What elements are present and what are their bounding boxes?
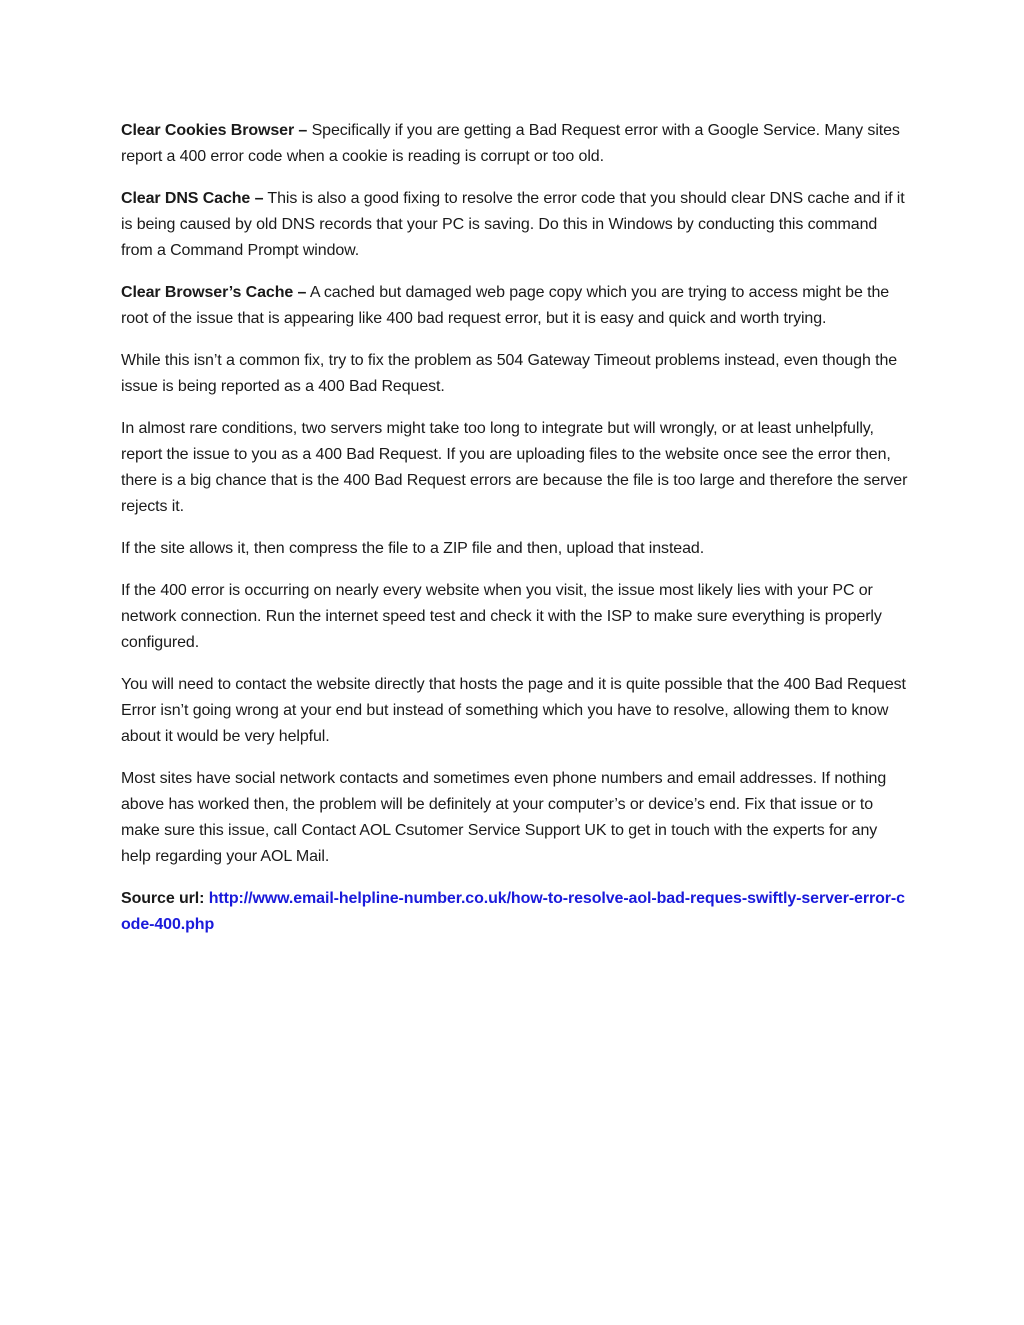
source-url-link[interactable]: http://www.email-helpline-number.co.uk/how-to-resolve-aol-bad-reques-swiftly-server-error-code-400.php: [121, 890, 905, 933]
paragraph-contact-website: [121, 672, 911, 750]
paragraph-text: In almost rare conditions, two servers might take too long to integrate but will wrongly, or at least unhelpfully, report the issue to you as a 400 Bad Request. If you are uploading files to the website once see the error then, there is a big chance that is the 400 Bad Request errors are because the file is too large and therefore the server rejects it.: [121, 420, 908, 515]
paragraph-gateway-timeout: [121, 348, 911, 400]
source-line: [121, 886, 911, 938]
paragraph-text: While this isn’t a common fix, try to fix the problem as 504 Gateway Timeout problems instead, even though the issue is being reported as a 400 Bad Request.: [121, 352, 898, 395]
paragraph-network-connection: [121, 578, 911, 656]
paragraph-clear-browser-cache: [121, 280, 911, 332]
paragraph-lead: Clear DNS Cache –: [121, 190, 264, 207]
paragraph-text: If the 400 error is occurring on nearly every website when you visit, the issue most likely lies with your PC or network connection. Run the internet speed test and check it with the ISP to make sure everything is properly configured.: [121, 582, 882, 651]
paragraph-social-contacts: [121, 766, 911, 870]
paragraph-lead: Clear Browser’s Cache –: [121, 284, 307, 301]
paragraph-text: Specifically if you are getting a Bad Request error with a Google Service. Many sites report a 400 error code when a cookie is reading is corrupt or too old.: [121, 122, 900, 165]
paragraph-compress-file: [121, 536, 911, 562]
document-body: [121, 118, 911, 954]
paragraph-text: This is also a good fixing to resolve the error code that you should clear DNS cache and if it is being caused by old DNS records that your PC is saving. Do this in Windows by conducting this command from a Command Prompt window.: [121, 190, 905, 259]
paragraph-text: A cached but damaged web page copy which you are trying to access might be the root of the issue that is appearing like 400 bad request error, but it is easy and quick and worth trying.: [121, 284, 890, 327]
paragraph-text: If the site allows it, then compress the file to a ZIP file and then, upload that instead.: [121, 540, 705, 557]
paragraph-lead: Clear Cookies Browser –: [121, 122, 308, 139]
paragraph-clear-dns-cache: [121, 186, 911, 264]
paragraph-rare-conditions: [121, 416, 911, 520]
paragraph-text: You will need to contact the website directly that hosts the page and it is quite possible that the 400 Bad Request Error isn’t going wrong at your end but instead of something which you have to resolve, allowing them to know about it would be very helpful.: [121, 676, 906, 745]
paragraph-clear-cookies: [121, 118, 911, 170]
paragraph-text: Most sites have social network contacts and sometimes even phone numbers and email addresses. If nothing above has worked then, the problem will be definitely at your computer’s or device’s end. Fix that issue or to make sure this issue, call Contact AOL Csutomer Service Support UK to get in touch with the experts for any help regarding your AOL Mail.: [121, 770, 887, 865]
source-label: Source url:: [121, 890, 205, 907]
